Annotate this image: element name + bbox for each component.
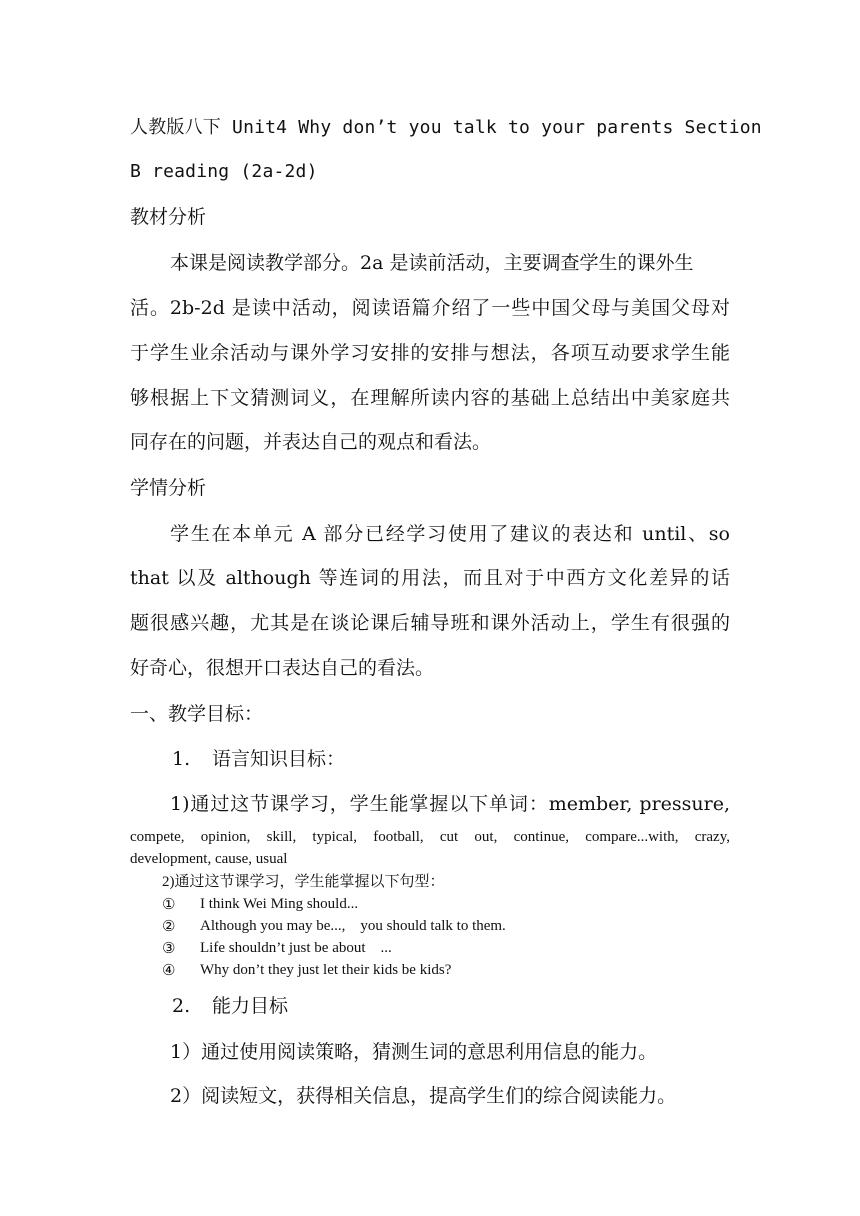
vocab-line: 1)通过这节课学习，学生能掌握以下单词：member, pressure, — [170, 793, 730, 815]
ability-line: 1）通过使用阅读策略，猜测生词的意思利用信息的能力。 — [170, 1041, 658, 1063]
sentence-text: Why don’t they just let their kids be kids? — [200, 962, 452, 978]
heading-student-analysis: 学情分析 — [130, 477, 207, 499]
students-paragraph-line: that 以及 although 等连词的用法，而且对于中西方文化差异的话 — [130, 567, 730, 589]
material-paragraph-line: 够根据上下文猜测词义，在理解所读内容的基础上总结出中美家庭共 — [130, 387, 730, 409]
material-paragraph-line: 同存在的问题，并表达自己的观点和看法。 — [130, 431, 492, 453]
sentence-mark: ② — [162, 917, 176, 935]
heading-teaching-goals: 一、教学目标： — [130, 703, 264, 725]
sentence-intro: 2)通过这节课学习，学生能掌握以下句型： — [162, 874, 445, 890]
students-paragraph-line: 好奇心，很想开口表达自己的看法。 — [130, 657, 435, 679]
goal1-number: 1. — [172, 748, 191, 770]
sentence-mark: ① — [162, 895, 176, 913]
title-line-2: B reading (2a-2d) — [130, 161, 318, 182]
students-paragraph-line: 学生在本单元 A 部分已经学习使用了建议的表达和 until、so — [170, 523, 730, 545]
sentence-mark: ③ — [162, 939, 176, 957]
title-line-1: 人教版八下 Unit4 Why don’t you talk to your parents Section — [130, 117, 762, 138]
heading-material-analysis: 教材分析 — [130, 206, 207, 228]
material-paragraph-line: 活。2b-2d 是读中活动，阅读语篇介绍了一些中国父母与美国父母对 — [130, 297, 730, 319]
vocab-line: compete, opinion, skill, typical, football, cut out, continue, compare...with, crazy, — [130, 829, 730, 845]
sentence-text: Although you may be..., you should talk to them. — [200, 918, 506, 934]
sentence-text: I think Wei Ming should... — [200, 896, 359, 912]
students-paragraph-line: 题很感兴趣，尤其是在谈论课后辅导班和课外活动上，学生有很强的 — [130, 612, 730, 634]
sentence-mark: ④ — [162, 961, 176, 979]
ability-line: 2）阅读短文，获得相关信息，提高学生们的综合阅读能力。 — [170, 1085, 677, 1107]
goal1-title: 语言知识目标： — [212, 748, 346, 770]
vocab-line: development, cause, usual — [130, 851, 288, 867]
material-paragraph-line: 本课是阅读教学部分。2a 是读前活动，主要调查学生的课外生 — [170, 252, 694, 274]
material-paragraph-line: 于学生业余活动与课外学习安排的安排与想法，各项互动要求学生能 — [130, 342, 730, 364]
goal2-number: 2. — [172, 995, 191, 1017]
sentence-text: Life shouldn’t just be about ... — [200, 940, 392, 956]
goal2-title: 能力目标 — [212, 995, 289, 1017]
